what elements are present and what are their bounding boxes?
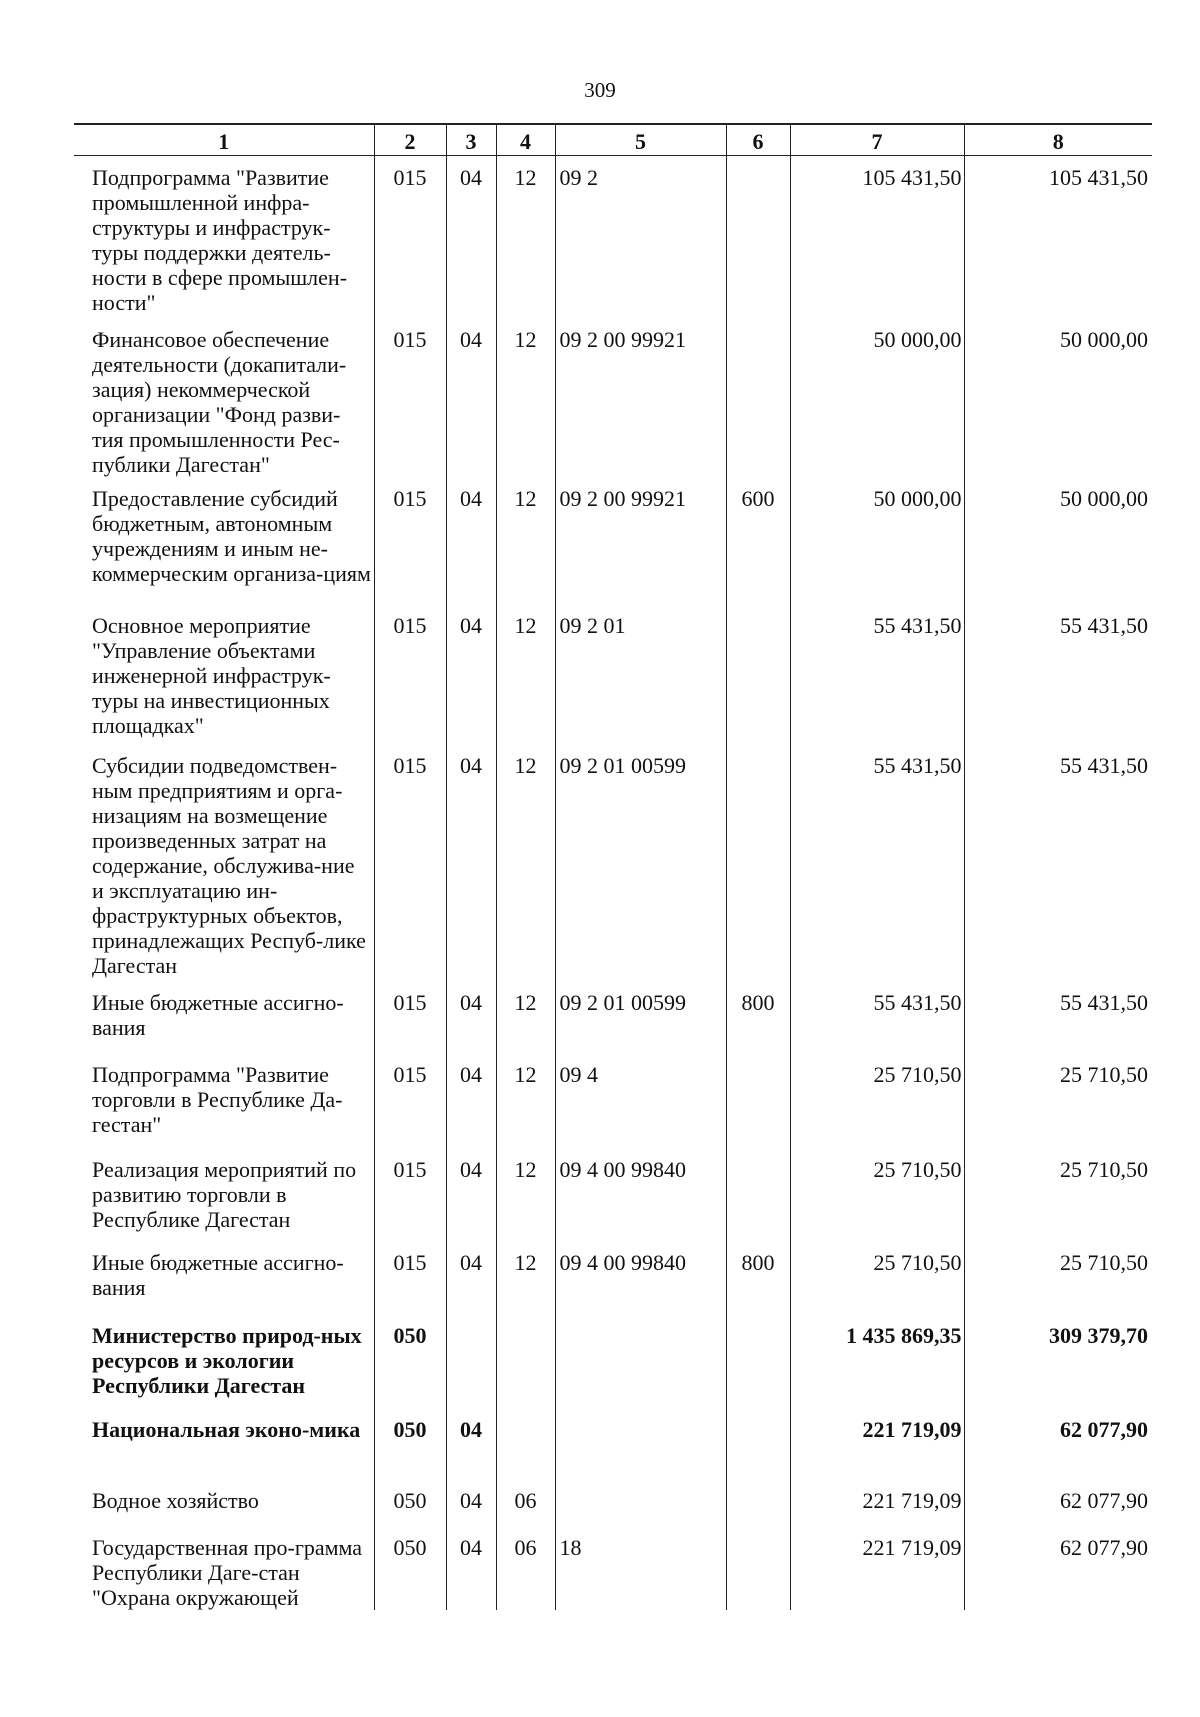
table-row	[74, 477, 1152, 604]
row-name-cell: Основное мероприятие "Управление объектами инженерной инфраструк-туры на инвестиционных площадках"	[92, 613, 331, 738]
cell-expense-type: 600	[726, 477, 790, 604]
column-header: 8	[964, 124, 1152, 156]
row-name-cell: Финансовое обеспечение деятельности (докапитали-зация) некоммерческой организации "Фонд разви-тия промышленности Рес-публики Дагестан"	[92, 327, 347, 477]
cell-section-code: 04	[446, 981, 496, 1053]
cell-amount-year2: 25 710,50	[964, 1053, 1152, 1148]
cell-amount-year2: 25 710,50	[964, 1241, 1152, 1314]
cell-ministry-code: 015	[374, 156, 446, 319]
row-name-cell: Иные бюджетные ассигно-вания	[92, 1250, 344, 1300]
cell-amount-year1: 25 710,50	[790, 1241, 964, 1314]
cell-amount-year2: 55 431,50	[964, 981, 1152, 1053]
cell-ministry-code: 015	[374, 981, 446, 1053]
row-name-cell: Субсидии подведомствен-ным предприятиям и орга-низациям на возмещение произведенных затрат на содержание, обслужива-ние и эксплуатацию ин-фраструктурных объектов, принадлежащих Респуб-лике Дагестан	[92, 753, 366, 978]
cell-subsection-code	[496, 1314, 555, 1408]
row-name-cell: Подпрограмма "Развитие промышленной инфра-структуры и инфраструк-туры поддержки деятель-ности в сфере промышлен-ности"	[92, 165, 348, 315]
cell-ministry-code: 015	[374, 1148, 446, 1241]
cell-ministry-code: 015	[374, 1241, 446, 1314]
cell-ministry-code: 050	[374, 1314, 446, 1408]
cell-amount-year2: 62 077,90	[964, 1526, 1152, 1610]
cell-ministry-code: 050	[374, 1408, 446, 1479]
cell-target-article: 09 4 00 99840	[555, 1241, 726, 1314]
cell-amount-year2: 50 000,00	[964, 477, 1152, 604]
cell-amount-year2: 55 431,50	[964, 604, 1152, 744]
cell-amount-year1: 50 000,00	[790, 477, 964, 604]
cell-subsection-code: 12	[496, 1148, 555, 1241]
cell-ministry-code: 015	[374, 744, 446, 981]
cell-target-article: 09 2	[555, 156, 726, 319]
cell-amount-year1: 50 000,00	[790, 318, 964, 477]
cell-target-article: 09 2 01 00599	[555, 981, 726, 1053]
row-name-cell: Министерство природ-ных ресурсов и экологии Республики Дагестан	[92, 1323, 362, 1398]
table-header-row	[74, 124, 1152, 156]
cell-amount-year2: 25 710,50	[964, 1148, 1152, 1241]
cell-subsection-code: 12	[496, 744, 555, 981]
cell-target-article: 09 2 00 99921	[555, 477, 726, 604]
column-header: 3	[446, 124, 496, 156]
cell-subsection-code	[496, 1408, 555, 1479]
cell-section-code: 04	[446, 1408, 496, 1479]
cell-amount-year1: 55 431,50	[790, 604, 964, 744]
cell-subsection-code: 12	[496, 1241, 555, 1314]
cell-subsection-code: 12	[496, 1053, 555, 1148]
cell-expense-type: 800	[726, 1241, 790, 1314]
cell-target-article	[555, 1479, 726, 1526]
budget-table	[74, 123, 1152, 1610]
table-row	[74, 1526, 1152, 1610]
cell-amount-year2: 309 379,70	[964, 1314, 1152, 1408]
cell-amount-year1: 25 710,50	[790, 1053, 964, 1148]
row-name-cell: Иные бюджетные ассигно-вания	[92, 990, 344, 1040]
cell-section-code: 04	[446, 477, 496, 604]
cell-expense-type	[726, 1526, 790, 1610]
cell-subsection-code: 12	[496, 156, 555, 319]
cell-expense-type	[726, 1479, 790, 1526]
cell-section-code: 04	[446, 318, 496, 477]
cell-subsection-code: 12	[496, 477, 555, 604]
cell-section-code: 04	[446, 744, 496, 981]
cell-expense-type	[726, 1408, 790, 1479]
cell-subsection-code: 06	[496, 1479, 555, 1526]
table-row	[74, 1408, 1152, 1479]
row-name-cell: Предоставление субсидий бюджетным, автономным учреждениям и иным не-коммерческим организа-циям	[92, 486, 371, 586]
cell-target-article	[555, 1408, 726, 1479]
column-header: 4	[496, 124, 555, 156]
cell-amount-year2: 62 077,90	[964, 1479, 1152, 1526]
row-name-cell: Водное хозяйство	[92, 1488, 259, 1513]
table-row	[74, 1314, 1152, 1408]
table-row	[74, 156, 1152, 319]
table-row	[74, 604, 1152, 744]
cell-expense-type	[726, 156, 790, 319]
row-name-cell: Реализация мероприятий по развитию торговли в Республике Дагестан	[92, 1157, 357, 1232]
cell-ministry-code: 015	[374, 604, 446, 744]
cell-amount-year1: 221 719,09	[790, 1479, 964, 1526]
page-number: 309	[584, 78, 616, 102]
cell-amount-year1: 221 719,09	[790, 1526, 964, 1610]
cell-section-code: 04	[446, 1241, 496, 1314]
cell-section-code: 04	[446, 1053, 496, 1148]
table-row	[74, 744, 1152, 981]
cell-amount-year1: 25 710,50	[790, 1148, 964, 1241]
cell-amount-year2: 50 000,00	[964, 318, 1152, 477]
row-name-cell: Национальная эконо-мика	[92, 1417, 361, 1442]
cell-expense-type	[726, 318, 790, 477]
table-row	[74, 1479, 1152, 1526]
cell-amount-year1: 221 719,09	[790, 1408, 964, 1479]
cell-ministry-code: 015	[374, 1053, 446, 1148]
cell-ministry-code: 050	[374, 1479, 446, 1526]
cell-amount-year2: 62 077,90	[964, 1408, 1152, 1479]
cell-amount-year1: 1 435 869,35	[790, 1314, 964, 1408]
column-header: 5	[555, 124, 726, 156]
row-name-cell: Подпрограмма "Развитие торговли в Республике Да-гестан"	[92, 1062, 343, 1137]
column-header: 6	[726, 124, 790, 156]
cell-subsection-code: 12	[496, 318, 555, 477]
cell-target-article: 09 2 01	[555, 604, 726, 744]
cell-section-code: 04	[446, 1479, 496, 1526]
cell-section-code: 04	[446, 1148, 496, 1241]
cell-target-article: 09 4 00 99840	[555, 1148, 726, 1241]
column-header: 1	[74, 124, 374, 156]
cell-subsection-code: 12	[496, 981, 555, 1053]
cell-section-code	[446, 1314, 496, 1408]
table-row	[74, 1148, 1152, 1241]
cell-section-code: 04	[446, 156, 496, 319]
cell-subsection-code: 06	[496, 1526, 555, 1610]
cell-amount-year1: 55 431,50	[790, 744, 964, 981]
table-row	[74, 1241, 1152, 1314]
cell-target-article: 09 4	[555, 1053, 726, 1148]
cell-subsection-code: 12	[496, 604, 555, 744]
cell-target-article: 09 2 01 00599	[555, 744, 726, 981]
table-row	[74, 318, 1152, 477]
cell-expense-type	[726, 1053, 790, 1148]
cell-section-code: 04	[446, 604, 496, 744]
cell-amount-year1: 105 431,50	[790, 156, 964, 319]
cell-amount-year2: 105 431,50	[964, 156, 1152, 319]
cell-amount-year2: 55 431,50	[964, 744, 1152, 981]
cell-expense-type	[726, 1314, 790, 1408]
column-header: 2	[374, 124, 446, 156]
cell-expense-type	[726, 604, 790, 744]
table-row	[74, 1053, 1152, 1148]
column-header: 7	[790, 124, 964, 156]
table-row	[74, 981, 1152, 1053]
cell-target-article	[555, 1314, 726, 1408]
cell-ministry-code: 015	[374, 318, 446, 477]
cell-target-article: 18	[555, 1526, 726, 1610]
row-name-cell: Государственная про-грамма Республики Даге-стан "Охрана окружающей	[92, 1535, 363, 1610]
cell-expense-type	[726, 744, 790, 981]
cell-ministry-code: 015	[374, 477, 446, 604]
cell-expense-type	[726, 1148, 790, 1241]
cell-ministry-code: 050	[374, 1526, 446, 1610]
cell-amount-year1: 55 431,50	[790, 981, 964, 1053]
cell-expense-type: 800	[726, 981, 790, 1053]
cell-section-code: 04	[446, 1526, 496, 1610]
cell-target-article: 09 2 00 99921	[555, 318, 726, 477]
